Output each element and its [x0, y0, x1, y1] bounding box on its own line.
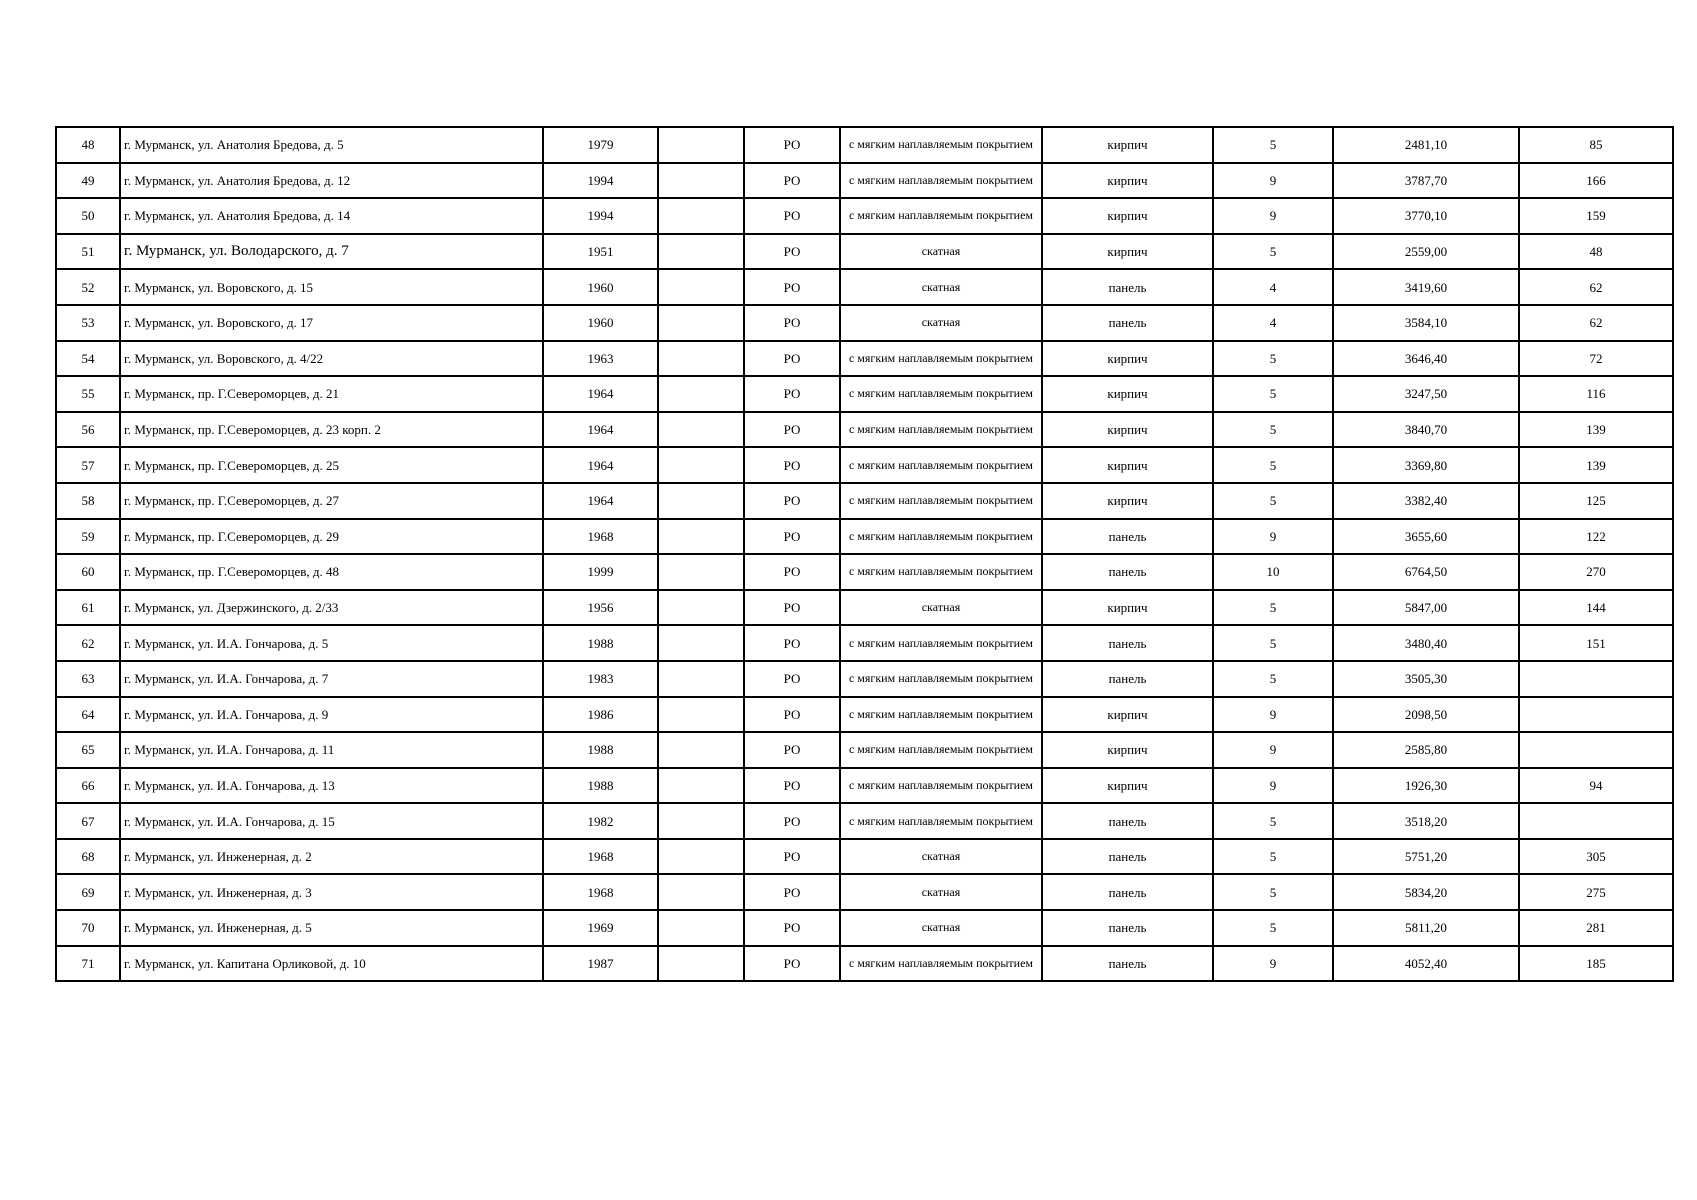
- row-number-cell: 65: [56, 732, 120, 768]
- roof-type-cell: с мягким наплавляемым покрытием: [840, 732, 1042, 768]
- table-row: [56, 127, 1673, 163]
- address-cell: г. Мурманск, ул. И.А. Гончарова, д. 9: [120, 697, 543, 733]
- area-cell: 5751,20: [1333, 839, 1519, 875]
- empty-cell: [658, 412, 744, 448]
- wall-material-cell: кирпич: [1042, 732, 1213, 768]
- area-cell: 3584,10: [1333, 305, 1519, 341]
- empty-cell: [658, 590, 744, 626]
- year-built-cell: 1988: [543, 625, 658, 661]
- area-cell: 3655,60: [1333, 519, 1519, 555]
- year-built-cell: 1988: [543, 732, 658, 768]
- floors-cell: 5: [1213, 376, 1333, 412]
- count-cell: 281: [1519, 910, 1673, 946]
- table-row: [56, 768, 1673, 804]
- address-cell: г. Мурманск, ул. Инженерная, д. 5: [120, 910, 543, 946]
- wall-material-cell: кирпич: [1042, 234, 1213, 270]
- year-built-cell: 1951: [543, 234, 658, 270]
- year-built-cell: 1964: [543, 447, 658, 483]
- row-number-cell: 49: [56, 163, 120, 199]
- year-built-cell: 1964: [543, 483, 658, 519]
- table-row: [56, 483, 1673, 519]
- address-cell: г. Мурманск, ул. Дзержинского, д. 2/33: [120, 590, 543, 626]
- year-built-cell: 1994: [543, 163, 658, 199]
- wall-material-cell: кирпич: [1042, 768, 1213, 804]
- code-cell: РО: [744, 305, 840, 341]
- table-row: [56, 447, 1673, 483]
- roof-type-cell: с мягким наплавляемым покрытием: [840, 554, 1042, 590]
- wall-material-cell: кирпич: [1042, 341, 1213, 377]
- code-cell: РО: [744, 874, 840, 910]
- year-built-cell: 1999: [543, 554, 658, 590]
- empty-cell: [658, 376, 744, 412]
- wall-material-cell: кирпич: [1042, 127, 1213, 163]
- floors-cell: 5: [1213, 483, 1333, 519]
- wall-material-cell: панель: [1042, 519, 1213, 555]
- floors-cell: 9: [1213, 732, 1333, 768]
- floors-cell: 9: [1213, 163, 1333, 199]
- area-cell: 3518,20: [1333, 803, 1519, 839]
- count-cell: 139: [1519, 447, 1673, 483]
- table-row: [56, 305, 1673, 341]
- code-cell: РО: [744, 234, 840, 270]
- address-cell: г. Мурманск, ул. Воровского, д. 17: [120, 305, 543, 341]
- year-built-cell: 1988: [543, 768, 658, 804]
- roof-type-cell: с мягким наплавляемым покрытием: [840, 163, 1042, 199]
- row-number-cell: 57: [56, 447, 120, 483]
- wall-material-cell: панель: [1042, 625, 1213, 661]
- count-cell: 159: [1519, 198, 1673, 234]
- table-row: [56, 910, 1673, 946]
- floors-cell: 4: [1213, 269, 1333, 305]
- floors-cell: 9: [1213, 768, 1333, 804]
- empty-cell: [658, 625, 744, 661]
- wall-material-cell: кирпич: [1042, 198, 1213, 234]
- address-cell: г. Мурманск, ул. Воровского, д. 4/22: [120, 341, 543, 377]
- count-cell: [1519, 803, 1673, 839]
- wall-material-cell: кирпич: [1042, 590, 1213, 626]
- area-cell: 5811,20: [1333, 910, 1519, 946]
- roof-type-cell: с мягким наплавляемым покрытием: [840, 697, 1042, 733]
- code-cell: РО: [744, 625, 840, 661]
- count-cell: 116: [1519, 376, 1673, 412]
- wall-material-cell: панель: [1042, 874, 1213, 910]
- row-number-cell: 59: [56, 519, 120, 555]
- empty-cell: [658, 447, 744, 483]
- wall-material-cell: панель: [1042, 305, 1213, 341]
- row-number-cell: 63: [56, 661, 120, 697]
- floors-cell: 4: [1213, 305, 1333, 341]
- floors-cell: 5: [1213, 234, 1333, 270]
- table-row: [56, 732, 1673, 768]
- address-cell: г. Мурманск, пр. Г.Североморцев, д. 21: [120, 376, 543, 412]
- count-cell: 275: [1519, 874, 1673, 910]
- row-number-cell: 55: [56, 376, 120, 412]
- code-cell: РО: [744, 447, 840, 483]
- count-cell: 144: [1519, 590, 1673, 626]
- wall-material-cell: кирпич: [1042, 412, 1213, 448]
- empty-cell: [658, 803, 744, 839]
- floors-cell: 5: [1213, 661, 1333, 697]
- floors-cell: 5: [1213, 590, 1333, 626]
- empty-cell: [658, 269, 744, 305]
- empty-cell: [658, 768, 744, 804]
- code-cell: РО: [744, 554, 840, 590]
- row-number-cell: 54: [56, 341, 120, 377]
- floors-cell: 5: [1213, 127, 1333, 163]
- table-row: [56, 839, 1673, 875]
- count-cell: 185: [1519, 946, 1673, 982]
- empty-cell: [658, 946, 744, 982]
- code-cell: РО: [744, 697, 840, 733]
- year-built-cell: 1969: [543, 910, 658, 946]
- roof-type-cell: с мягким наплавляемым покрытием: [840, 341, 1042, 377]
- row-number-cell: 71: [56, 946, 120, 982]
- count-cell: [1519, 732, 1673, 768]
- count-cell: [1519, 661, 1673, 697]
- row-number-cell: 52: [56, 269, 120, 305]
- address-cell: г. Мурманск, ул. Инженерная, д. 3: [120, 874, 543, 910]
- empty-cell: [658, 732, 744, 768]
- year-built-cell: 1982: [543, 803, 658, 839]
- row-number-cell: 64: [56, 697, 120, 733]
- count-cell: 125: [1519, 483, 1673, 519]
- count-cell: 48: [1519, 234, 1673, 270]
- count-cell: 166: [1519, 163, 1673, 199]
- table-row: [56, 341, 1673, 377]
- count-cell: 85: [1519, 127, 1673, 163]
- table-row: [56, 412, 1673, 448]
- wall-material-cell: кирпич: [1042, 697, 1213, 733]
- roof-type-cell: с мягким наплавляемым покрытием: [840, 946, 1042, 982]
- address-cell: г. Мурманск, пр. Г.Североморцев, д. 23 корп. 2: [120, 412, 543, 448]
- table-row: [56, 874, 1673, 910]
- wall-material-cell: кирпич: [1042, 163, 1213, 199]
- roof-type-cell: с мягким наплавляемым покрытием: [840, 661, 1042, 697]
- empty-cell: [658, 874, 744, 910]
- address-cell: г. Мурманск, ул. Володарского, д. 7: [120, 234, 543, 270]
- empty-cell: [658, 483, 744, 519]
- code-cell: РО: [744, 768, 840, 804]
- table-row: [56, 697, 1673, 733]
- wall-material-cell: кирпич: [1042, 376, 1213, 412]
- address-cell: г. Мурманск, пр. Г.Североморцев, д. 25: [120, 447, 543, 483]
- code-cell: РО: [744, 163, 840, 199]
- area-cell: 2481,10: [1333, 127, 1519, 163]
- empty-cell: [658, 341, 744, 377]
- year-built-cell: 1994: [543, 198, 658, 234]
- roof-type-cell: с мягким наплавляемым покрытием: [840, 803, 1042, 839]
- address-cell: г. Мурманск, пр. Г.Североморцев, д. 27: [120, 483, 543, 519]
- area-cell: 3247,50: [1333, 376, 1519, 412]
- code-cell: РО: [744, 483, 840, 519]
- area-cell: 3480,40: [1333, 625, 1519, 661]
- empty-cell: [658, 163, 744, 199]
- empty-cell: [658, 910, 744, 946]
- roof-type-cell: скатная: [840, 305, 1042, 341]
- table-row: [56, 163, 1673, 199]
- roof-type-cell: с мягким наплавляемым покрытием: [840, 519, 1042, 555]
- year-built-cell: 1968: [543, 519, 658, 555]
- year-built-cell: 1979: [543, 127, 658, 163]
- floors-cell: 5: [1213, 910, 1333, 946]
- wall-material-cell: панель: [1042, 269, 1213, 305]
- address-cell: г. Мурманск, ул. Анатолия Бредова, д. 12: [120, 163, 543, 199]
- roof-type-cell: с мягким наплавляемым покрытием: [840, 447, 1042, 483]
- code-cell: РО: [744, 376, 840, 412]
- row-number-cell: 56: [56, 412, 120, 448]
- roof-type-cell: скатная: [840, 234, 1042, 270]
- area-cell: 3770,10: [1333, 198, 1519, 234]
- roof-type-cell: скатная: [840, 910, 1042, 946]
- year-built-cell: 1956: [543, 590, 658, 626]
- table-row: [56, 269, 1673, 305]
- count-cell: 122: [1519, 519, 1673, 555]
- roof-type-cell: скатная: [840, 839, 1042, 875]
- roof-type-cell: с мягким наплавляемым покрытием: [840, 198, 1042, 234]
- wall-material-cell: панель: [1042, 554, 1213, 590]
- count-cell: 72: [1519, 341, 1673, 377]
- address-cell: г. Мурманск, ул. И.А. Гончарова, д. 11: [120, 732, 543, 768]
- count-cell: 94: [1519, 768, 1673, 804]
- wall-material-cell: кирпич: [1042, 483, 1213, 519]
- area-cell: 2585,80: [1333, 732, 1519, 768]
- year-built-cell: 1964: [543, 376, 658, 412]
- table-row: [56, 376, 1673, 412]
- year-built-cell: 1983: [543, 661, 658, 697]
- area-cell: 5847,00: [1333, 590, 1519, 626]
- wall-material-cell: панель: [1042, 839, 1213, 875]
- table-row: [56, 519, 1673, 555]
- code-cell: РО: [744, 839, 840, 875]
- row-number-cell: 68: [56, 839, 120, 875]
- row-number-cell: 50: [56, 198, 120, 234]
- code-cell: РО: [744, 803, 840, 839]
- count-cell: [1519, 697, 1673, 733]
- empty-cell: [658, 839, 744, 875]
- floors-cell: 5: [1213, 341, 1333, 377]
- wall-material-cell: кирпич: [1042, 447, 1213, 483]
- area-cell: 3787,70: [1333, 163, 1519, 199]
- code-cell: РО: [744, 127, 840, 163]
- floors-cell: 5: [1213, 625, 1333, 661]
- table-row: [56, 234, 1673, 270]
- row-number-cell: 51: [56, 234, 120, 270]
- empty-cell: [658, 554, 744, 590]
- empty-cell: [658, 234, 744, 270]
- table-row: [56, 661, 1673, 697]
- table-row: [56, 198, 1673, 234]
- roof-type-cell: с мягким наплавляемым покрытием: [840, 376, 1042, 412]
- year-built-cell: 1964: [543, 412, 658, 448]
- table-row: [56, 554, 1673, 590]
- housing-table: [55, 126, 1674, 982]
- code-cell: РО: [744, 198, 840, 234]
- code-cell: РО: [744, 519, 840, 555]
- area-cell: 3505,30: [1333, 661, 1519, 697]
- address-cell: г. Мурманск, пр. Г.Североморцев, д. 29: [120, 519, 543, 555]
- row-number-cell: 62: [56, 625, 120, 661]
- area-cell: 3382,40: [1333, 483, 1519, 519]
- floors-cell: 9: [1213, 697, 1333, 733]
- address-cell: г. Мурманск, ул. И.А. Гончарова, д. 7: [120, 661, 543, 697]
- area-cell: 4052,40: [1333, 946, 1519, 982]
- area-cell: 6764,50: [1333, 554, 1519, 590]
- empty-cell: [658, 697, 744, 733]
- wall-material-cell: панель: [1042, 661, 1213, 697]
- empty-cell: [658, 661, 744, 697]
- floors-cell: 9: [1213, 946, 1333, 982]
- area-cell: 3419,60: [1333, 269, 1519, 305]
- roof-type-cell: с мягким наплавляемым покрытием: [840, 768, 1042, 804]
- roof-type-cell: скатная: [840, 874, 1042, 910]
- address-cell: г. Мурманск, пр. Г.Североморцев, д. 48: [120, 554, 543, 590]
- floors-cell: 5: [1213, 803, 1333, 839]
- empty-cell: [658, 519, 744, 555]
- count-cell: 62: [1519, 305, 1673, 341]
- floors-cell: 9: [1213, 198, 1333, 234]
- row-number-cell: 61: [56, 590, 120, 626]
- roof-type-cell: с мягким наплавляемым покрытием: [840, 483, 1042, 519]
- wall-material-cell: панель: [1042, 910, 1213, 946]
- row-number-cell: 48: [56, 127, 120, 163]
- row-number-cell: 70: [56, 910, 120, 946]
- floors-cell: 5: [1213, 412, 1333, 448]
- wall-material-cell: панель: [1042, 946, 1213, 982]
- table-row: [56, 625, 1673, 661]
- row-number-cell: 66: [56, 768, 120, 804]
- year-built-cell: 1986: [543, 697, 658, 733]
- area-cell: 3840,70: [1333, 412, 1519, 448]
- row-number-cell: 67: [56, 803, 120, 839]
- empty-cell: [658, 127, 744, 163]
- table-row: [56, 590, 1673, 626]
- code-cell: РО: [744, 341, 840, 377]
- address-cell: г. Мурманск, ул. И.А. Гончарова, д. 15: [120, 803, 543, 839]
- roof-type-cell: с мягким наплавляемым покрытием: [840, 412, 1042, 448]
- row-number-cell: 58: [56, 483, 120, 519]
- area-cell: 2098,50: [1333, 697, 1519, 733]
- roof-type-cell: скатная: [840, 269, 1042, 305]
- row-number-cell: 53: [56, 305, 120, 341]
- table-row: [56, 803, 1673, 839]
- year-built-cell: 1968: [543, 874, 658, 910]
- year-built-cell: 1963: [543, 341, 658, 377]
- area-cell: 3369,80: [1333, 447, 1519, 483]
- year-built-cell: 1987: [543, 946, 658, 982]
- code-cell: РО: [744, 946, 840, 982]
- address-cell: г. Мурманск, ул. И.А. Гончарова, д. 13: [120, 768, 543, 804]
- floors-cell: 5: [1213, 447, 1333, 483]
- code-cell: РО: [744, 910, 840, 946]
- area-cell: 3646,40: [1333, 341, 1519, 377]
- code-cell: РО: [744, 412, 840, 448]
- code-cell: РО: [744, 269, 840, 305]
- code-cell: РО: [744, 732, 840, 768]
- count-cell: 139: [1519, 412, 1673, 448]
- table-row: [56, 946, 1673, 982]
- roof-type-cell: с мягким наплавляемым покрытием: [840, 127, 1042, 163]
- address-cell: г. Мурманск, ул. Инженерная, д. 2: [120, 839, 543, 875]
- code-cell: РО: [744, 590, 840, 626]
- address-cell: г. Мурманск, ул. Капитана Орликовой, д. 10: [120, 946, 543, 982]
- floors-cell: 5: [1213, 839, 1333, 875]
- floors-cell: 10: [1213, 554, 1333, 590]
- address-cell: г. Мурманск, ул. Анатолия Бредова, д. 14: [120, 198, 543, 234]
- address-cell: г. Мурманск, ул. И.А. Гончарова, д. 5: [120, 625, 543, 661]
- count-cell: 151: [1519, 625, 1673, 661]
- count-cell: 62: [1519, 269, 1673, 305]
- floors-cell: 5: [1213, 874, 1333, 910]
- row-number-cell: 60: [56, 554, 120, 590]
- empty-cell: [658, 198, 744, 234]
- count-cell: 270: [1519, 554, 1673, 590]
- area-cell: 5834,20: [1333, 874, 1519, 910]
- wall-material-cell: панель: [1042, 803, 1213, 839]
- address-cell: г. Мурманск, ул. Воровского, д. 15: [120, 269, 543, 305]
- code-cell: РО: [744, 661, 840, 697]
- roof-type-cell: скатная: [840, 590, 1042, 626]
- count-cell: 305: [1519, 839, 1673, 875]
- empty-cell: [658, 305, 744, 341]
- area-cell: 2559,00: [1333, 234, 1519, 270]
- address-cell: г. Мурманск, ул. Анатолия Бредова, д. 5: [120, 127, 543, 163]
- year-built-cell: 1960: [543, 305, 658, 341]
- row-number-cell: 69: [56, 874, 120, 910]
- year-built-cell: 1960: [543, 269, 658, 305]
- roof-type-cell: с мягким наплавляемым покрытием: [840, 625, 1042, 661]
- year-built-cell: 1968: [543, 839, 658, 875]
- area-cell: 1926,30: [1333, 768, 1519, 804]
- floors-cell: 9: [1213, 519, 1333, 555]
